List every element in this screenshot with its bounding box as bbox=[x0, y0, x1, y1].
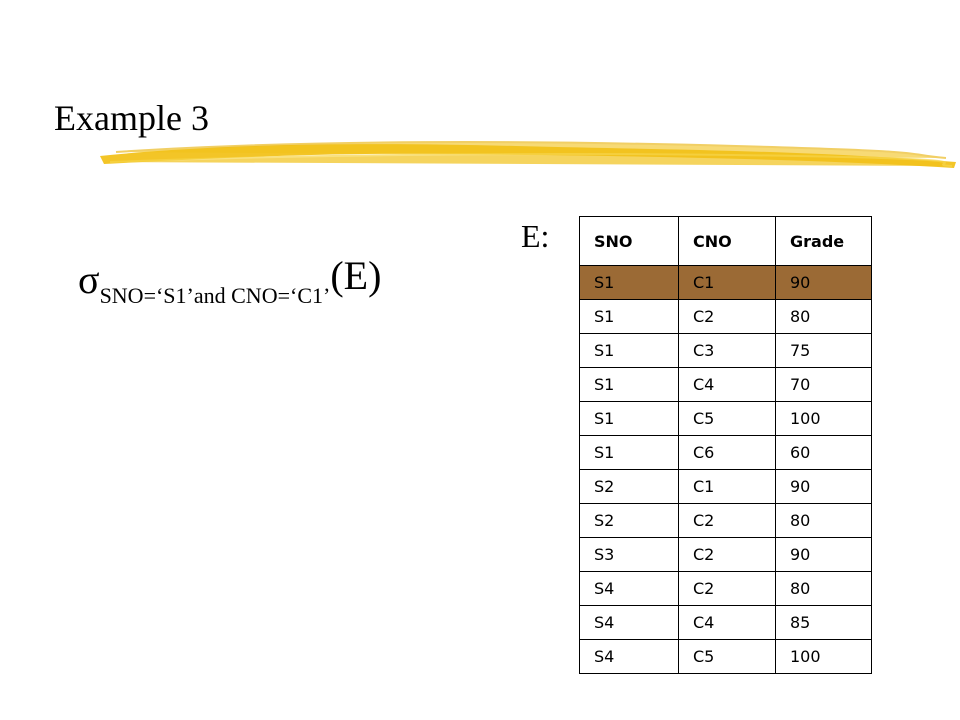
cell-cno: C5 bbox=[679, 402, 776, 436]
column-header-sno: SNO bbox=[580, 217, 679, 266]
table-row bbox=[580, 640, 872, 674]
cell-grade: 80 bbox=[776, 300, 872, 334]
selection-argument: (E) bbox=[330, 253, 382, 298]
cell-sno: S1 bbox=[580, 368, 679, 402]
slide-title: Example 3 bbox=[54, 98, 209, 138]
cell-sno: S1 bbox=[580, 300, 679, 334]
table-header-row bbox=[580, 217, 872, 266]
relation-table bbox=[579, 216, 872, 674]
cell-sno: S3 bbox=[580, 538, 679, 572]
cell-grade: 100 bbox=[776, 402, 872, 436]
table-row bbox=[580, 470, 872, 504]
cell-cno: C5 bbox=[679, 640, 776, 674]
cell-cno: C2 bbox=[679, 300, 776, 334]
table-row bbox=[580, 368, 872, 402]
relation-label: E: bbox=[521, 218, 550, 254]
cell-grade: 90 bbox=[776, 470, 872, 504]
cell-grade: 60 bbox=[776, 436, 872, 470]
cell-sno: S4 bbox=[580, 640, 679, 674]
cell-grade: 90 bbox=[776, 266, 872, 300]
cell-sno: S4 bbox=[580, 606, 679, 640]
table-row bbox=[580, 538, 872, 572]
cell-cno: C2 bbox=[679, 504, 776, 538]
table-row bbox=[580, 402, 872, 436]
table-row bbox=[580, 606, 872, 640]
cell-grade: 85 bbox=[776, 606, 872, 640]
table-row bbox=[580, 572, 872, 606]
cell-grade: 80 bbox=[776, 572, 872, 606]
cell-grade: 70 bbox=[776, 368, 872, 402]
cell-cno: C2 bbox=[679, 572, 776, 606]
table-row bbox=[580, 334, 872, 368]
sigma-symbol: σ bbox=[78, 257, 100, 302]
cell-cno: C1 bbox=[679, 470, 776, 504]
cell-grade: 90 bbox=[776, 538, 872, 572]
selection-condition: SNO=‘S1’and CNO=‘C1’ bbox=[99, 283, 331, 308]
cell-cno: C3 bbox=[679, 334, 776, 368]
column-header-grade: Grade bbox=[776, 217, 872, 266]
cell-sno: S1 bbox=[580, 334, 679, 368]
cell-cno: C4 bbox=[679, 368, 776, 402]
table-row bbox=[580, 436, 872, 470]
cell-cno: C4 bbox=[679, 606, 776, 640]
cell-cno: C1 bbox=[679, 266, 776, 300]
cell-sno: S1 bbox=[580, 402, 679, 436]
cell-sno: S4 bbox=[580, 572, 679, 606]
selection-expression bbox=[78, 253, 382, 308]
table-row bbox=[580, 504, 872, 538]
cell-grade: 100 bbox=[776, 640, 872, 674]
cell-sno: S1 bbox=[580, 266, 679, 300]
cell-grade: 75 bbox=[776, 334, 872, 368]
cell-grade: 80 bbox=[776, 504, 872, 538]
cell-cno: C6 bbox=[679, 436, 776, 470]
cell-sno: S1 bbox=[580, 436, 679, 470]
cell-sno: S2 bbox=[580, 470, 679, 504]
column-header-cno: CNO bbox=[679, 217, 776, 266]
cell-cno: C2 bbox=[679, 538, 776, 572]
table-row bbox=[580, 266, 872, 300]
cell-sno: S2 bbox=[580, 504, 679, 538]
table-row bbox=[580, 300, 872, 334]
highlighter-underline bbox=[96, 132, 960, 176]
